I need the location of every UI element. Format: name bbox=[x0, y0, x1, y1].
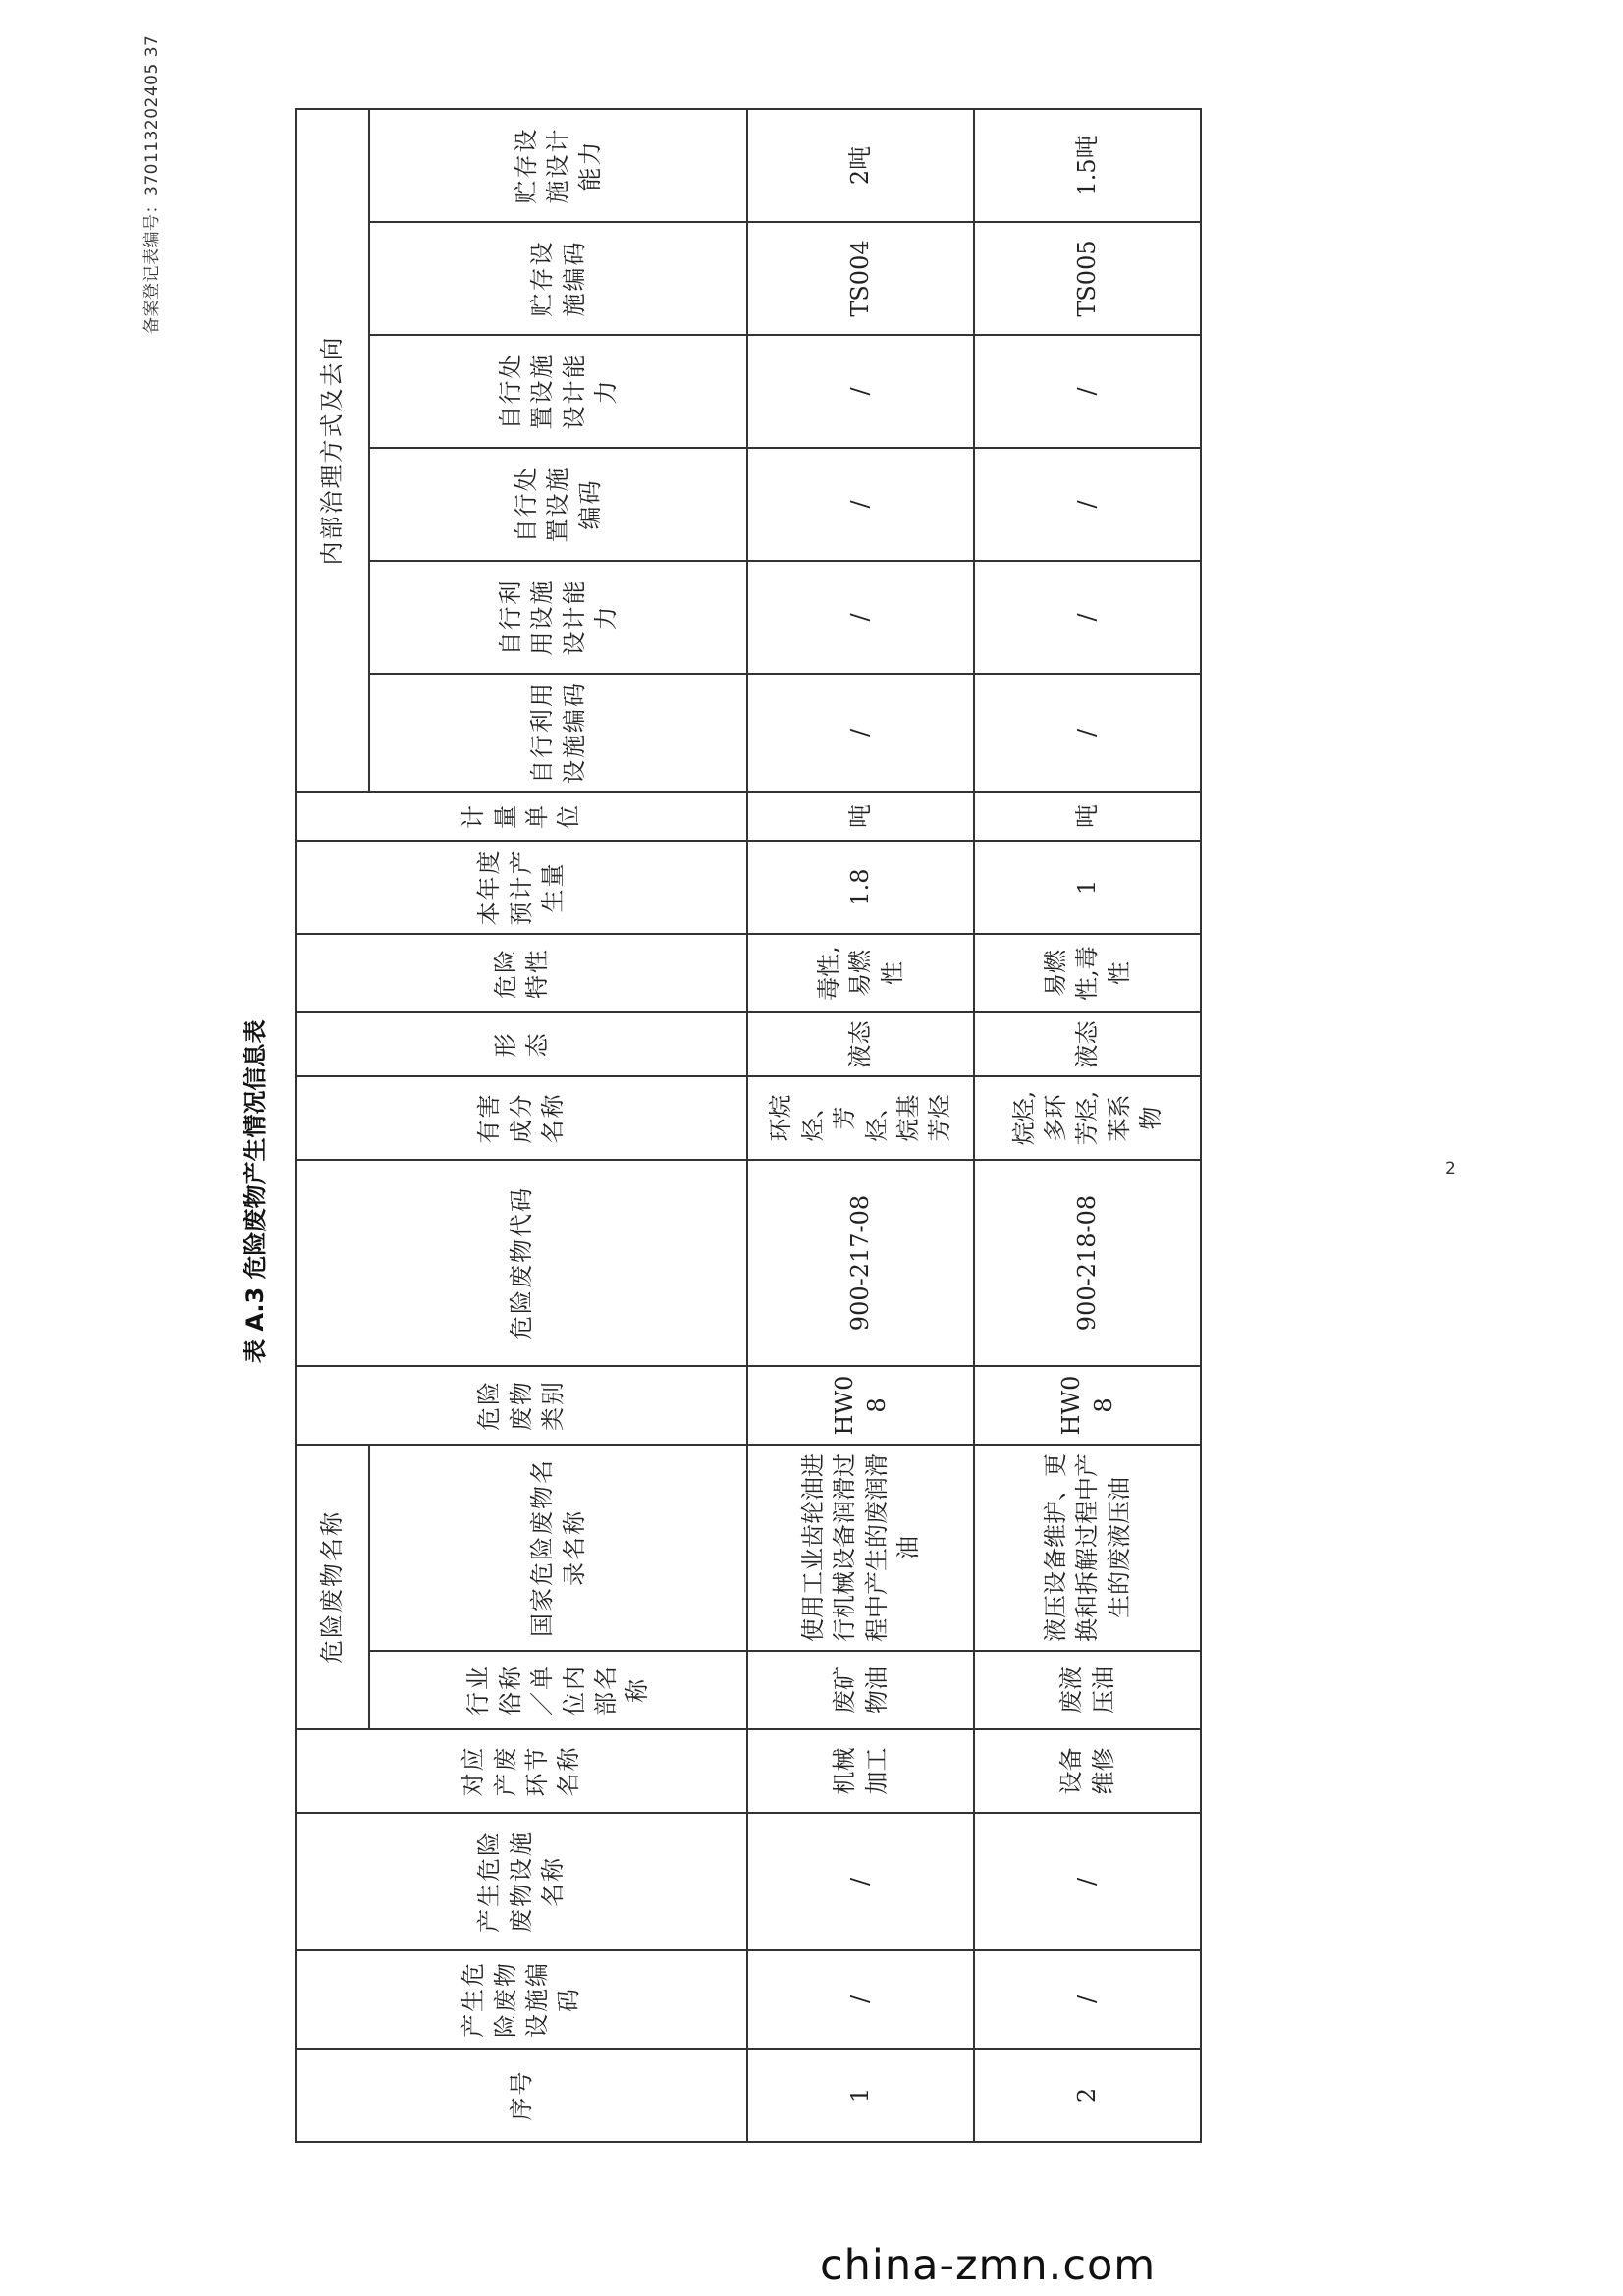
cell-harmful: 环烷烃、芳烃、烷基芳烃 bbox=[747, 1076, 974, 1160]
cell-storage-code: TS004 bbox=[747, 222, 974, 335]
cell-process-name: 机械加工 bbox=[747, 1729, 974, 1813]
cell-self-use-code: / bbox=[747, 674, 974, 792]
table-row bbox=[974, 109, 1201, 2142]
header-treatment-group: 内部治理方式及去向 bbox=[296, 109, 369, 792]
header-harmful: 有害成分名称 bbox=[296, 1076, 747, 1160]
cell-storage-capacity: 1.5吨 bbox=[974, 109, 1201, 222]
header-storage-capacity: 贮存设施设计能力 bbox=[369, 109, 747, 222]
registration-number: 备案登记表编号：370113202405 37 bbox=[142, 34, 162, 334]
header-facility-name: 产生危险废物设施名称 bbox=[296, 1813, 747, 1950]
cell-self-dispose-capacity: / bbox=[747, 335, 974, 448]
cell-national-name: 使用工业齿轮油进行机械设备润滑过程中产生的废润滑油 bbox=[747, 1445, 974, 1651]
cell-industry-name: 废液压油 bbox=[974, 1651, 1201, 1729]
header-facility-code: 产生危险废物设施编码 bbox=[296, 1950, 747, 2049]
cell-industry-name: 废矿物油 bbox=[747, 1651, 974, 1729]
cell-unit: 吨 bbox=[974, 792, 1201, 841]
header-industry-name: 行业俗称／单位内部名称 bbox=[369, 1651, 747, 1729]
cell-seq: 2 bbox=[974, 2049, 1201, 2142]
header-category: 危险废物类别 bbox=[296, 1366, 747, 1445]
cell-seq: 1 bbox=[747, 2049, 974, 2142]
cell-waste-code: 900-218-08 bbox=[974, 1160, 1201, 1366]
cell-facility-name: / bbox=[974, 1813, 1201, 1950]
header-national-name: 国家危险废物名录名称 bbox=[369, 1445, 747, 1651]
cell-annual-amount: 1 bbox=[974, 841, 1201, 934]
header-form: 形态 bbox=[296, 1012, 747, 1076]
header-process-name: 对应产废环节名称 bbox=[296, 1729, 747, 1813]
header-self-dispose-code: 自行处置设施编码 bbox=[369, 448, 747, 561]
cell-storage-capacity: 2吨 bbox=[747, 109, 974, 222]
page-number: 2 bbox=[1445, 1159, 1456, 1178]
table-title: 表 A.3 危险废物产生情况信息表 bbox=[242, 1019, 269, 1363]
cell-self-dispose-code: / bbox=[747, 448, 974, 561]
header-annual-amount: 本年度预计产生量 bbox=[296, 841, 747, 934]
cell-harmful: 烷烃,多环芳烃,苯系物 bbox=[974, 1076, 1201, 1160]
cell-facility-code: / bbox=[747, 1950, 974, 2049]
cell-form: 液态 bbox=[974, 1012, 1201, 1076]
cell-self-use-capacity: / bbox=[747, 561, 974, 674]
cell-category: HW08 bbox=[747, 1366, 974, 1445]
hazardous-waste-table bbox=[295, 127, 1200, 2143]
header-waste-code: 危险废物代码 bbox=[296, 1160, 747, 1366]
cell-process-name: 设备维修 bbox=[974, 1729, 1201, 1813]
header-self-use-code: 自行利用设施编码 bbox=[369, 674, 747, 792]
cell-self-use-capacity: / bbox=[974, 561, 1201, 674]
header-self-use-capacity: 自行利用设施设计能力 bbox=[369, 561, 747, 674]
header-self-dispose-capacity: 自行处置设施设计能力 bbox=[369, 335, 747, 448]
cell-national-name: 液压设备维护、更换和拆解过程中产生的废液压油 bbox=[974, 1445, 1201, 1651]
table-row bbox=[747, 109, 974, 2142]
header-row-1 bbox=[296, 109, 369, 2142]
cell-form: 液态 bbox=[747, 1012, 974, 1076]
cell-hazard: 易燃性,毒性 bbox=[974, 934, 1201, 1012]
cell-self-use-code: / bbox=[974, 674, 1201, 792]
cell-facility-code: / bbox=[974, 1950, 1201, 2049]
header-waste-name-group: 危险废物名称 bbox=[296, 1445, 369, 1729]
header-unit: 计量单位 bbox=[296, 792, 747, 841]
cell-waste-code: 900-217-08 bbox=[747, 1160, 974, 1366]
cell-self-dispose-code: / bbox=[974, 448, 1201, 561]
cell-unit: 吨 bbox=[747, 792, 974, 841]
cell-annual-amount: 1.8 bbox=[747, 841, 974, 934]
header-seq: 序号 bbox=[296, 2049, 747, 2142]
cell-category: HW08 bbox=[974, 1366, 1201, 1445]
header-storage-code: 贮存设施编码 bbox=[369, 222, 747, 335]
cell-self-dispose-capacity: / bbox=[974, 335, 1201, 448]
watermark: china-zmn.com bbox=[820, 2241, 1157, 2290]
cell-hazard: 毒性,易燃性 bbox=[747, 934, 974, 1012]
cell-facility-name: / bbox=[747, 1813, 974, 1950]
cell-storage-code: TS005 bbox=[974, 222, 1201, 335]
header-hazard: 危险特性 bbox=[296, 934, 747, 1012]
